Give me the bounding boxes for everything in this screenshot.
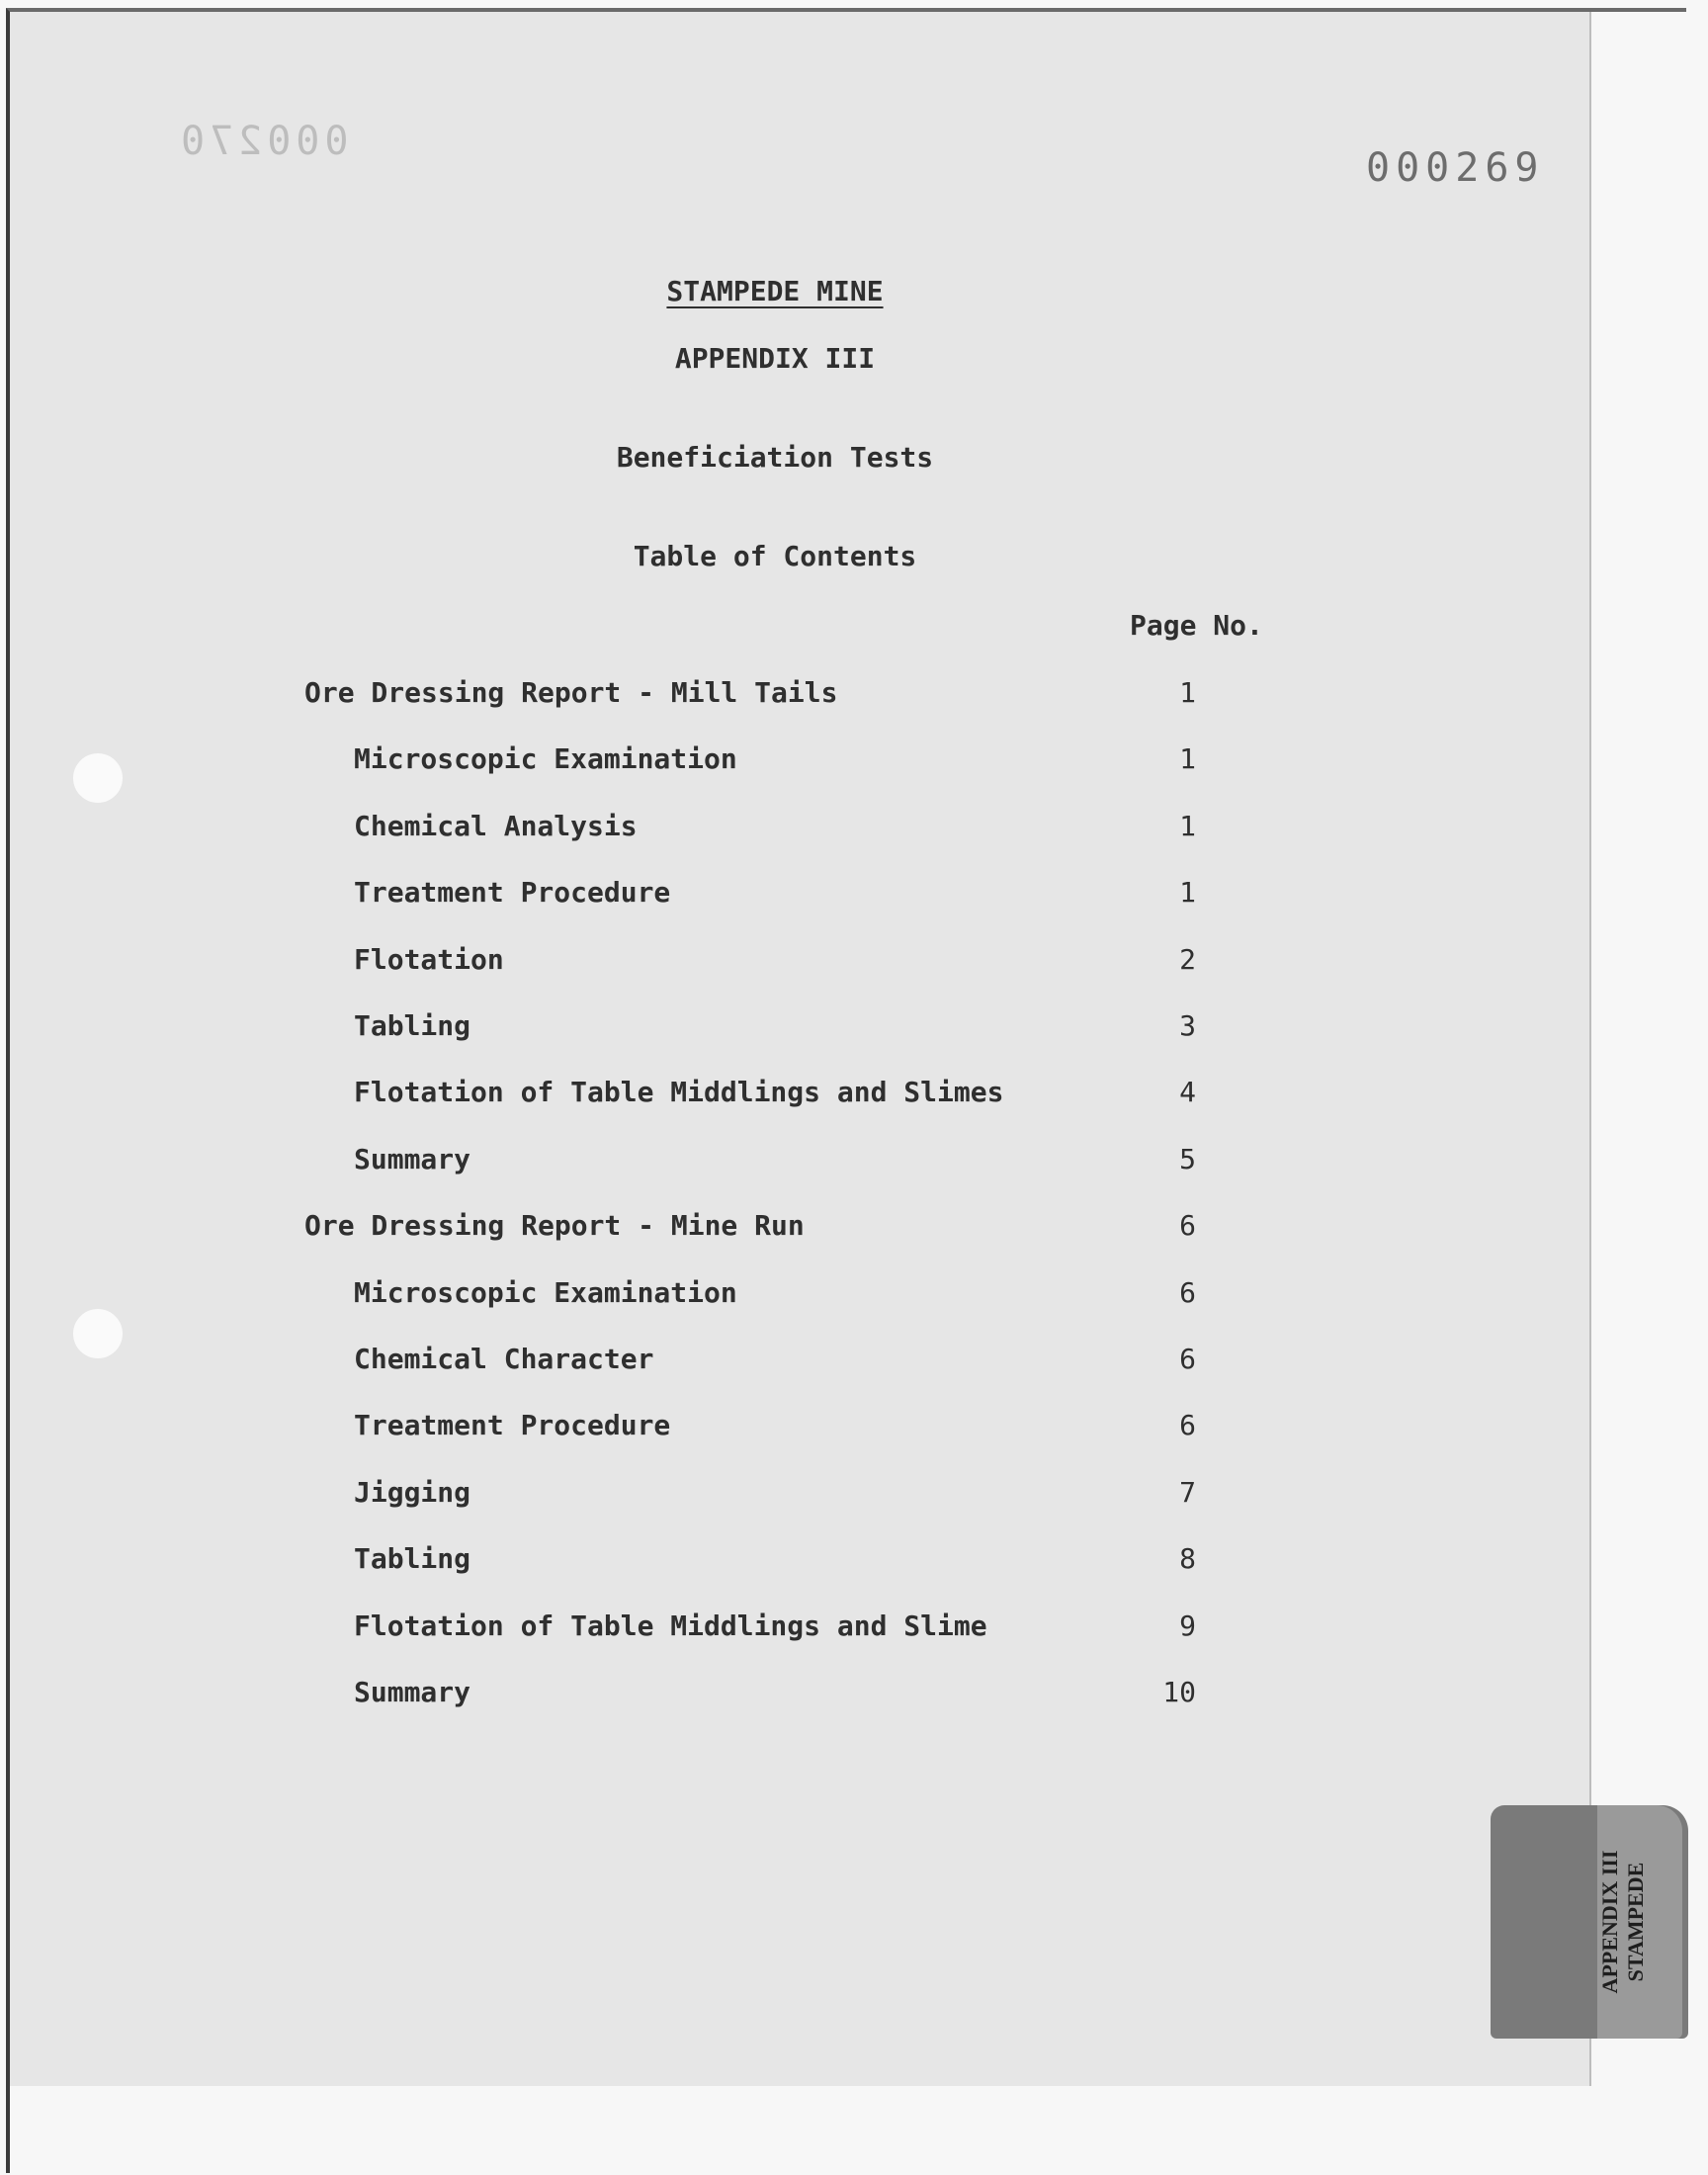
toc-entry-title: Ore Dressing Report - Mill Tails xyxy=(304,676,838,709)
index-tab-line-1: APPENDIX III xyxy=(1597,1850,1622,1994)
toc-entry-title: Flotation xyxy=(354,943,504,976)
toc-entry xyxy=(10,1610,1295,1649)
toc-entry-page-number: 4 xyxy=(1179,1076,1196,1108)
toc-entry-page-number: 1 xyxy=(1179,676,1196,709)
toc-entry xyxy=(10,676,1295,716)
toc-entry xyxy=(10,1343,1295,1382)
toc-entry-page-number: 1 xyxy=(1179,742,1196,775)
toc-entry-title: Ore Dressing Report - Mine Run xyxy=(304,1209,805,1242)
toc-entry-title: Tabling xyxy=(354,1009,471,1042)
index-tab-label xyxy=(1597,1803,1649,2041)
toc-entry xyxy=(10,876,1295,915)
toc-entry-title: Microscopic Examination xyxy=(354,1276,737,1309)
toc-entry-page-number: 1 xyxy=(1179,876,1196,909)
appendix-title: APPENDIX III xyxy=(674,342,876,375)
toc-entry-page-number: 6 xyxy=(1179,1209,1196,1242)
mine-title: STAMPEDE MINE xyxy=(666,275,884,307)
index-tab xyxy=(1491,1805,1688,2039)
toc-entry-page-number: 2 xyxy=(1179,943,1196,976)
toc-entry-page-number: 7 xyxy=(1179,1476,1196,1509)
toc-entry xyxy=(10,810,1295,849)
toc-entry-title: Microscopic Examination xyxy=(354,742,737,775)
toc-entry-page-number: 10 xyxy=(1162,1676,1196,1708)
toc-entry-page-number: 6 xyxy=(1179,1343,1196,1375)
toc-entry xyxy=(10,1476,1295,1516)
toc-entry xyxy=(10,1676,1295,1715)
toc-entry-page-number: 1 xyxy=(1179,810,1196,842)
toc-entry xyxy=(10,1009,1295,1049)
toc-entry-title: Jigging xyxy=(354,1476,471,1509)
toc-entry-title: Tabling xyxy=(354,1542,471,1575)
toc-entry-title: Summary xyxy=(354,1143,471,1175)
toc-entry xyxy=(10,742,1295,782)
toc-entry-title: Flotation of Table Middlings and Slime xyxy=(354,1610,987,1642)
toc-entry-page-number: 6 xyxy=(1179,1276,1196,1309)
toc-entry xyxy=(10,1209,1295,1249)
toc-entry-title: Treatment Procedure xyxy=(354,1409,671,1441)
toc-entry-title: Chemical Character xyxy=(354,1343,654,1375)
toc-entry-title: Treatment Procedure xyxy=(354,876,671,909)
toc-entry xyxy=(10,1276,1295,1316)
toc-entry-title: Summary xyxy=(354,1676,471,1708)
document-number-stamp: 000269 xyxy=(1366,145,1545,191)
toc-entry-page-number: 6 xyxy=(1179,1409,1196,1441)
subject-title: Beneficiation Tests xyxy=(616,441,934,474)
toc-entry xyxy=(10,1542,1295,1582)
toc-entry-page-number: 5 xyxy=(1179,1143,1196,1175)
toc-entry xyxy=(10,1143,1295,1182)
toc-entry xyxy=(10,1409,1295,1448)
faint-page-stamp: 000270 xyxy=(176,119,349,164)
document-page xyxy=(10,12,1589,2086)
toc-entry-page-number: 3 xyxy=(1179,1009,1196,1042)
toc-entry-title: Flotation of Table Middlings and Slimes xyxy=(354,1076,1004,1108)
page-number-column-header: Page No. xyxy=(1130,609,1263,642)
toc-entry-page-number: 9 xyxy=(1179,1610,1196,1642)
toc-entry-title: Chemical Analysis xyxy=(354,810,638,842)
toc-entry xyxy=(10,943,1295,983)
toc-entry xyxy=(10,1076,1295,1115)
index-tab-line-2: STAMPEDE xyxy=(1623,1862,1648,1982)
toc-entry-page-number: 8 xyxy=(1179,1542,1196,1575)
toc-heading: Table of Contents xyxy=(633,540,917,572)
